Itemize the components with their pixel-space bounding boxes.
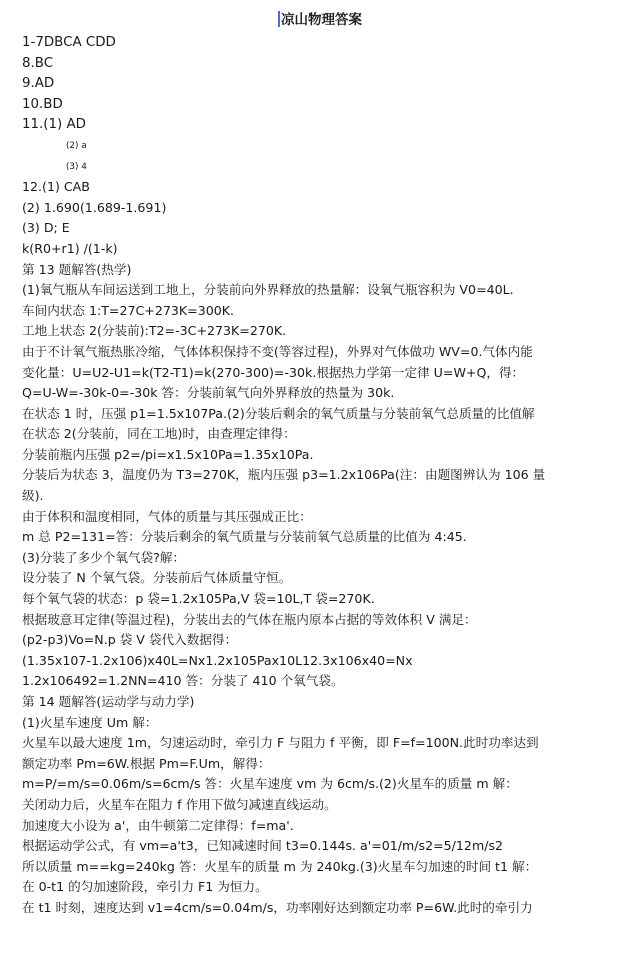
text-line: 8.BC — [22, 55, 54, 71]
text-line: 车间内状态 1:T=27C+273K=300K. — [22, 302, 234, 318]
text-line: 额定功率 Pm=6W.根据 Pm=F.Um，解得： — [22, 755, 271, 771]
text-line: 分装后为状态 3，温度仍为 T3=270K，瓶内压强 p3=1.2x106Pa(注：由题图辨认为 106 量 — [22, 467, 546, 483]
text-line: 设分装了 N 个氧气袋。分装前后气体质量守恒。 — [22, 570, 292, 586]
text-line: (3) D; E — [22, 220, 70, 236]
text-line: (3) 4 — [66, 161, 87, 172]
text-line: 在状态 2(分装前，同在工地)时，由查理定律得： — [22, 426, 296, 442]
text-line: 1.2x106492=1.2NN=410 答：分装了 410 个氧气袋。 — [22, 673, 344, 689]
text-line: 工地上状态 2(分装前):T2=-3C+273K=270K. — [22, 323, 287, 339]
text-line: 分装前瓶内压强 p2=/pi=x1.5x10Pa=1.35x10Pa. — [22, 446, 314, 462]
text-line: 加速度大小设为 a'，由牛顿第二定律得：f=ma'. — [22, 817, 294, 833]
text-line: 火星车以最大速度 1m，匀速运动时，牵引力 F 与阻力 f 平衡，即 F=f=100N.此时功率达到 — [22, 735, 539, 751]
text-line: 在状态 1 时，压强 p1=1.5x107Pa.(2)分装后剩余的氧气质量与分装前氧气总质量的比值解 — [22, 405, 535, 421]
text-line: (3)分装了多少个氧气袋?解： — [22, 549, 186, 565]
text-line: 第 13 题解答(热学) — [22, 261, 132, 277]
text-line: 根据运动学公式，有 vm=a't3，已知减速时间 t3=0.144s. a'=01/m/s2=5/12m/s2 — [22, 838, 504, 854]
text-line: (1.35x107-1.2x106)x40L=Nx1.2x105Pax10L12.3x106x40=Nx — [22, 652, 413, 668]
text-line: (1)氧气瓶从车间运送到工地上，分装前向外界释放的热量解：设氧气瓶容积为 V0=40L. — [22, 282, 514, 298]
text-line: 由于体积和温度相同，气体的质量与其压强成正比： — [22, 508, 312, 524]
text-line: 10.BD — [22, 96, 63, 112]
page-title-wrap — [0, 10, 640, 30]
text-line: 每个氧气袋的状态：p 袋=1.2x105Pa,V 袋=10L,T 袋=270K. — [22, 591, 375, 607]
text-line: (2) 1.690(1.689-1.691) — [22, 199, 167, 215]
text-line: 1-7DBCA CDD — [22, 35, 116, 50]
text-line: m=P/=m/s=0.06m/s=6cm/s 答：火星车速度 vm 为 6cm/s.(2)火星车的质量 m 解： — [22, 776, 518, 792]
text-line: 9.AD — [22, 76, 55, 92]
text-line: 由于不计氧气瓶热胀冷缩，气体体积保持不变(等容过程)，外界对气体做功 WV=0.气体内能 — [22, 343, 533, 359]
document-body — [22, 33, 622, 919]
text-line: 根据玻意耳定律(等温过程)，分装出去的气体在瓶内原本占据的等效体积 V 满足： — [22, 611, 477, 627]
text-cursor — [278, 11, 280, 27]
text-line: 级). — [22, 488, 44, 504]
text-line: (2) a — [66, 140, 87, 151]
text-line: 在 t1 时刻，速度达到 v1=4cm/s=0.04m/s，功率刚好达到额定功率 P=6W.此时的牵引力 — [22, 899, 533, 915]
text-line: 第 14 题解答(运动学与动力学) — [22, 694, 195, 709]
text-line: (1)火星车速度 Um 解： — [22, 714, 158, 730]
text-line: m 总 P2=131=答：分装后剩余的氧气质量与分装前氧气总质量的比值为 4:45. — [22, 529, 467, 545]
text-line: Q=U-W=-30k-0=-30k 答：分装前氧气向外界释放的热量为 30k. — [22, 385, 395, 401]
text-line: 变化量：U=U2-U1=k(T2-T1)=k(270-300)=-30k.根据热力学第一定律 U=W+Q，得： — [22, 364, 525, 380]
text-line: (p2-p3)Vo=N.p 袋 V 袋代入数据得： — [22, 632, 238, 648]
text-line: 11.(1) AD — [22, 117, 86, 133]
text-line: k(R0+r1) /(1-k) — [22, 240, 118, 256]
text-line: 所以质量 m==kg=240kg 答：火星车的质量 m 为 240kg.(3)火星车匀加速的时间 t1 解： — [22, 858, 538, 874]
text-line: 关闭动力后，火星车在阻力 f 作用下做匀减速直线运动。 — [22, 796, 337, 812]
text-line: 12.(1) CAB — [22, 179, 90, 195]
page-title: 凉山物理答案 — [281, 12, 362, 28]
text-line: 在 0-t1 的匀加速阶段，牵引力 F1 为恒力。 — [22, 879, 268, 895]
